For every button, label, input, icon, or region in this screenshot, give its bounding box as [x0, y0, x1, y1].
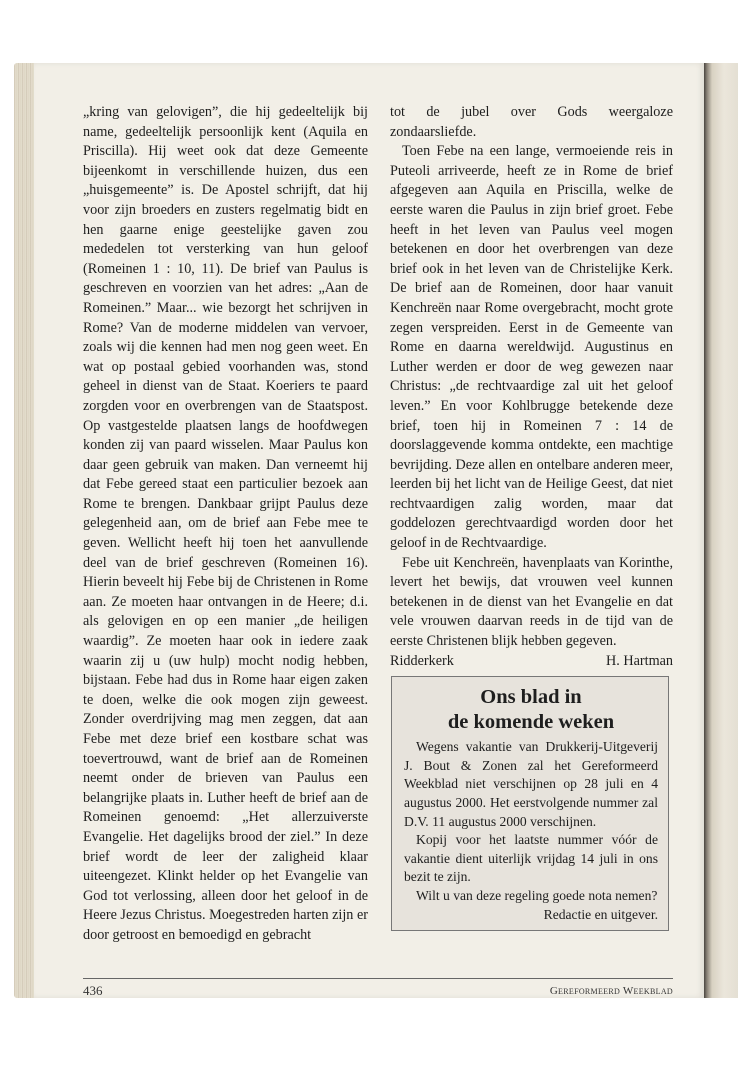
article-paragraph: Toen Febe na een lange, vermoeiende reis in Puteoli arriveerde, heeft ze in Rome de brief afgegeven aan Aquila en Priscilla, welke de eerste waren die Paulus in zijn brief groet. Febe heeft in het leven van Paulus veel mogen betekenen en door het overbrengen van deze brief ook in het leven van de Christelijke Kerk. De brief aan de Romeinen, door haar vanuit Kenchreën naar Rome overgebracht, mocht grote zegen verspreiden. Eerst in de Gemeente van Rome en daarna wereldwijd. Augustinus en Luther werden er door de weg gewezen naar Christus: „de rechtvaardige zal uit het geloof leven.” En voor Kohlbrugge betekende deze brief, toen hij in Romeinen 7 : 14 de doorslaggevende komma ontdekte, een machtige bevrijding. Deze allen en ontelbare anderen meer, leerden bij het licht van de Heilige Geest, dat niet rechtvaardigen zalig worden, maar dat goddelozen gerechtvaardigd worden door het geloof in de Rechtvaardige.: [390, 143, 673, 552]
book-page-edges: [14, 63, 36, 998]
notice-box: [391, 676, 669, 931]
article-paragraph: Febe uit Kenchreën, havenplaats van Korinthe, levert het bewijs, dat vrouwen veel kunnen betekenen in de dienst van het Evangelie en dat vele vrouwen daarvan reeds in de tijd van de eerste Christenen blijk hebben gegeven.: [390, 554, 673, 650]
notice-paragraph: Kopij voor het laatste nummer vóór de vakantie dient uiterlijk vrijdag 14 juli in ons bezit te zijn.: [404, 832, 658, 885]
notice-signature: Redactie en uitgever.: [543, 906, 658, 922]
left-column: [83, 103, 368, 946]
article-paragraph: tot de jubel over Gods weergaloze zondaarsliefde.: [390, 104, 673, 140]
notice-paragraph: Wilt u van deze regeling goede nota nemen?: [416, 887, 658, 903]
article-signoff: [390, 652, 673, 672]
footer-rule: [83, 978, 673, 979]
author-name: H. Hartman: [606, 652, 673, 669]
publication-name: Gereformeerd Weekblad: [549, 985, 673, 997]
notice-paragraph: Wegens vakantie van Drukkerij-Uitgeverij J. Bout & Zonen zal het Gereformeerd Weekblad niet verschijnen op 28 juli en 4 augustus 2000. Het eerstvolgende nummer zal D.V. 11 augustus 2000 verschijnen.: [404, 739, 658, 829]
notice-title-line-1: Ons blad in: [480, 686, 582, 709]
page-number: 436: [83, 983, 103, 998]
notice-title: [404, 685, 658, 734]
next-page-edge: [704, 63, 738, 998]
article-paragraph: „kring van gelovigen”, die hij gedeeltelijk bij name, gedeeltelijk persoonlijk kent (Aquila en Priscilla). Hij weet ook dat deze Gemeente bijeenkomt in verschillende huizen, dus een „huisgemeente” is. De Apostel schrijft, dat hij voor zijn broeders en zusters regelmatig bidt en hen gaarne enige geestelijke gaven zou mededelen tot versterking van hun geloof (Romeinen 1 : 10, 11). De brief van Paulus is geschreven en voorzien van het adres: „Aan de Romeinen.” Maar... wie bezorgt het schrijven in Rome? Van de moderne middelen van vervoer, zoals wij die kennen had men nog geen weet. En wat op postaal gebied voorhanden was, stond geheel in dienst van de Staat. Koeriers te paard zorgden voor en overbrengen van de Staatspost. Op vastgestelde plaatsen langs de hoofdwegen konden zij van paard wisselen. Maar Paulus kon daar geen gebruik van maken. Dan verneemt hij dat Febe gereed staat een particulier bezoek aan Rome te brengen. Dankbaar grijpt Paulus deze gelegenheid aan, om de brief aan Febe mee te geven. Wellicht heeft hij toen het aanvullende deel van de brief geschreven (Romeinen 16). Hierin beveelt hij Febe bij de Christenen in Rome aan. Ze moeten haar ontvangen in de Heere; d.i. als gelovigen en op een manier „de heiligen waardig”. Ze moeten haar ook in iedere zaak waarin zij u (uw hulp) mocht nodig hebben, bijstaan. Febe had dus in Rome haar eigen zaken te doen, welke die ook mogen zijn geweest. Zonder overdrijving mag men zeggen, dat aan Febe met deze brief een kostbare schat was toevertrouwd, want de brief aan de Romeinen neemt onder de brieven van Paulus een belangrijke plaats in. Luther heeft de brief aan de Romeinen genoemd: „Het allerzuiverste Evangelie. Het dagelijks brood der ziel.” In deze brief wordt de leer der zaligheid klaar uiteengezet. Klinkt helder op het Evangelie van God tot verlossing, alleen door het geloof in de Heere Jezus Christus. Moegestreden harten zijn er door getroost en bemoedigd en gebracht: [83, 104, 368, 943]
author-place: Ridderkerk: [390, 652, 454, 669]
notice-title-line-2: de komende weken: [447, 710, 615, 733]
right-column: [390, 103, 673, 931]
